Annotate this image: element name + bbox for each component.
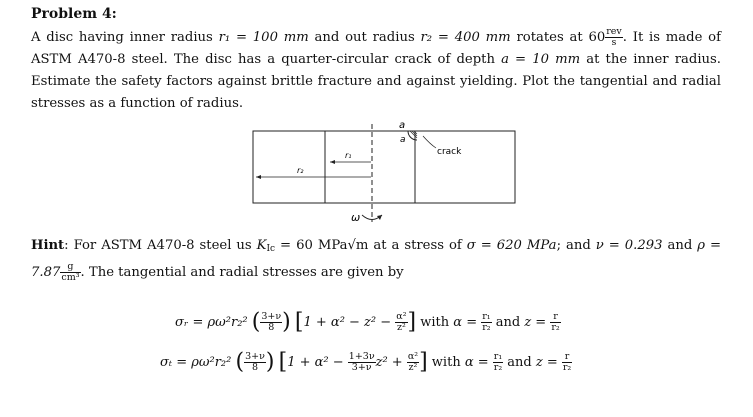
radial-stress-equation <box>175 309 561 335</box>
sigma-value: σ = 620 MPa <box>466 238 557 253</box>
rho-value: ρ = 7.87 <box>31 238 722 280</box>
fraction-denominator: z² <box>397 322 406 333</box>
bracket-term: z² + <box>375 355 403 370</box>
with-text: with <box>416 315 454 330</box>
arrow-head <box>256 175 261 179</box>
fraction-denominator: 3+ν <box>351 362 372 373</box>
arrow-head <box>330 160 335 164</box>
tangential-stress-equation <box>160 349 572 375</box>
and-text: and <box>491 315 525 330</box>
fraction-numerator: 3+ν <box>245 351 265 362</box>
disc-cross-section <box>253 131 515 203</box>
r2-equation: r₂ = 400 mm <box>420 30 511 45</box>
label-crack: crack <box>437 147 462 157</box>
fraction-denominator: r₂ <box>493 362 503 373</box>
with-text: with <box>427 355 465 370</box>
and-text: and <box>503 355 536 370</box>
hint-text: ; and <box>556 238 596 253</box>
fraction-numerator: r₁ <box>493 351 503 362</box>
label-r2: r₂ <box>297 166 304 175</box>
fraction-denominator: 8 <box>268 322 275 333</box>
coef-fraction <box>244 352 266 373</box>
alpha-z-fraction <box>407 352 419 373</box>
alpha-fraction <box>481 312 491 333</box>
fraction-denominator: cm³ <box>61 272 80 283</box>
bracket-open: [ <box>294 309 304 335</box>
alpha-def: α = <box>453 315 478 330</box>
fraction-denominator: 8 <box>251 362 258 373</box>
fraction-numerator: g <box>60 262 80 273</box>
kic-value: = 60 MPa√m <box>275 238 369 253</box>
fraction-numerator: r <box>562 352 572 363</box>
hint-text: and <box>662 238 698 253</box>
hint-label: Hint <box>31 238 65 253</box>
bracket-close: ] <box>419 349 428 375</box>
statement-text: rotates at 60 <box>510 30 606 45</box>
fraction-numerator: 3+ν <box>261 311 282 322</box>
fraction-numerator: α² <box>396 311 407 322</box>
fraction-denominator: r₂ <box>562 362 572 373</box>
bracket-close: ] <box>407 309 417 335</box>
eq-lhs: σₜ = ρω²r₂² <box>160 355 232 370</box>
z-fraction <box>562 352 572 373</box>
fraction-denominator: r₂ <box>482 322 491 333</box>
statement-text: and out radius <box>308 30 421 45</box>
z-def: z = <box>535 355 558 370</box>
hint-text: . The tangential and radial stresses are given by <box>80 265 404 280</box>
paren-open: ( <box>235 349 245 375</box>
paren-open: ( <box>251 309 261 335</box>
problem-title: Problem 4: <box>31 6 117 22</box>
crack-hatch <box>410 131 417 138</box>
crack-leader-line <box>423 136 436 148</box>
alpha-def: α = <box>464 355 489 370</box>
r1-equation: r₁ = 100 mm <box>218 30 309 45</box>
nu-value: ν = 0.293 <box>595 238 663 253</box>
problem-statement <box>31 27 721 115</box>
alpha-z-fraction <box>395 312 407 333</box>
fraction-denominator: z² <box>408 362 418 373</box>
coef-fraction <box>260 312 282 333</box>
alpha-fraction <box>493 352 503 373</box>
fraction-numerator: α² <box>407 351 419 362</box>
label-omega: ω <box>351 211 361 224</box>
bracket-term: 1 + α² − z² − <box>303 315 392 330</box>
statement-text: at the inner radius. Estimate the safety factors against brittle fracture and against yielding. Plot the tangential and radial stresses as a function of radius. <box>31 52 721 111</box>
fraction-denominator: r₂ <box>551 322 560 333</box>
bracket-term: 1 + α² − <box>287 355 344 370</box>
kic-subscript: Ic <box>266 244 276 254</box>
statement-text: . It is made of ASTM A470-8 steel. The disc has a quarter-circular crack of depth <box>31 30 722 67</box>
fraction-numerator: r₁ <box>482 311 491 322</box>
rho-unit-fraction <box>60 262 80 283</box>
rev-per-s-fraction <box>605 27 623 48</box>
z-fraction <box>550 312 560 333</box>
nu-fraction <box>348 352 376 373</box>
kic-symbol: K <box>256 238 267 253</box>
label-a-side: a <box>400 135 406 145</box>
z-def: z = <box>524 315 547 330</box>
fraction-numerator: 1+3ν <box>348 351 375 362</box>
disc-diagram <box>240 122 520 232</box>
a-equation: a = 10 mm <box>501 52 581 67</box>
hint-text: at a stress of <box>368 238 467 253</box>
label-a-top: a <box>399 120 406 131</box>
fraction-numerator: rev <box>606 26 622 37</box>
paren-close: ) <box>282 309 291 335</box>
statement-text: A disc having inner radius <box>31 30 219 45</box>
fraction-numerator: r <box>550 312 560 323</box>
fraction-denominator: s <box>611 37 617 48</box>
hint-paragraph <box>31 234 721 284</box>
hint-text: : For ASTM A470-8 steel us <box>64 238 257 253</box>
eq-lhs: σᵣ = ρω²r₂² <box>175 315 248 330</box>
label-r1: r₁ <box>345 151 352 160</box>
bracket-open: [ <box>278 349 288 375</box>
paren-close: ) <box>265 349 275 375</box>
